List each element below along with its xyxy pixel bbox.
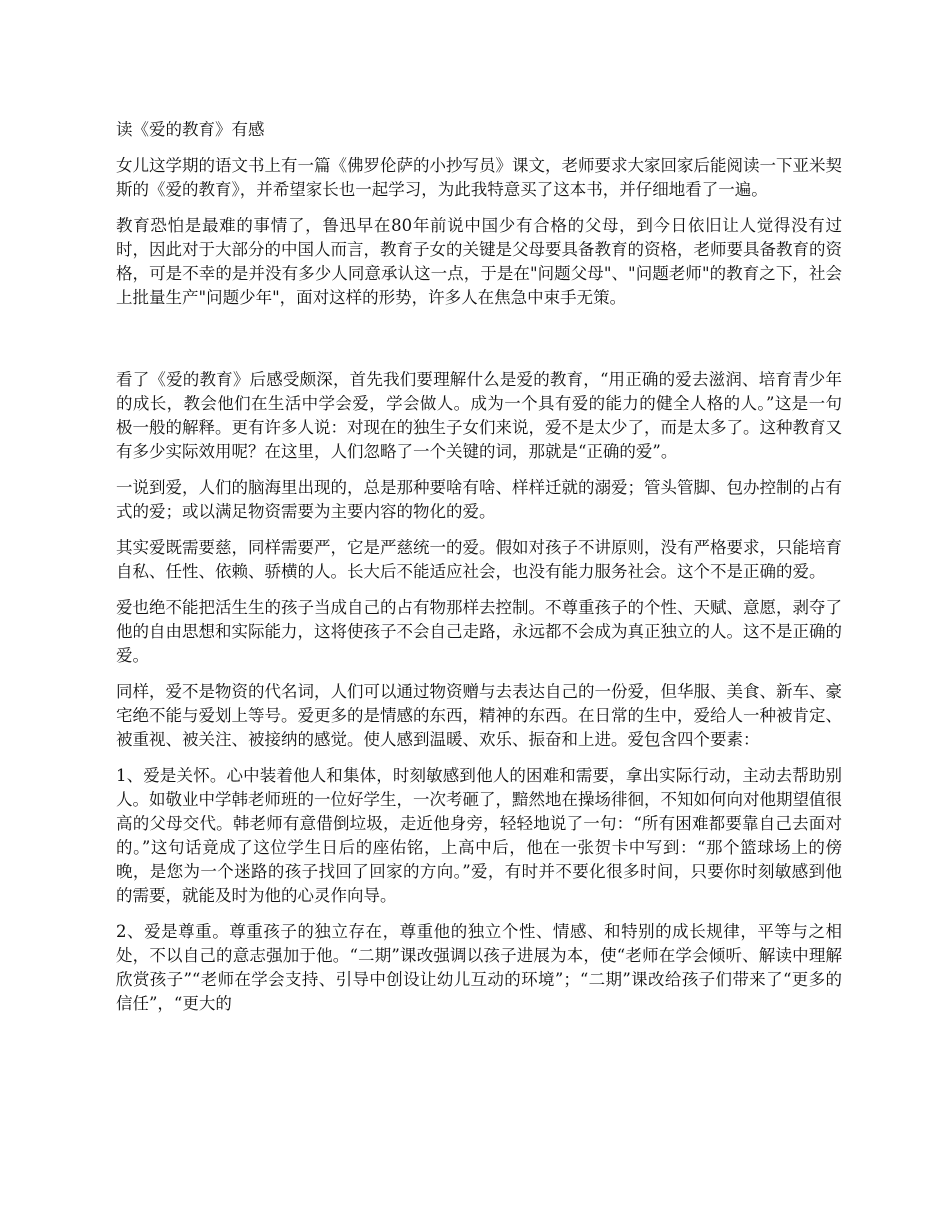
document-page	[116, 118, 842, 1028]
paragraph: 爱也绝不能把活生生的孩子当成自己的占有物那样去控制。不尊重孩子的个性、天赋、意愿，剥夺了他的自由思想和实际能力，这将使孩子不会自己走路，永远都不会成为真正独立的人。这不是正确的爱。	[116, 598, 842, 665]
paragraph: 教育恐怕是最难的事情了，鲁迅早在80年前说中国少有合格的父母，到今日依旧让人觉得没有过时，因此对于大部分的中国人而言，教育子女的关键是父母要具备教育的资格，老师要具备教育的资格，可是不幸的是并没有多少人同意承认这一点，于是在"问题父母"、"问题老师"的教育之下，社会上批量生产"问题少年"，面对这样的形势，许多人在焦急中束手无策。	[116, 216, 842, 307]
paragraph: 一说到爱，人们的脑海里出现的，总是那种要啥有啥、样样迁就的溺爱；管头管脚、包办控制的占有式的爱；或以满足物资需要为主要内容的物化的爱。	[116, 478, 842, 521]
paragraph: 2、爱是尊重。尊重孩子的独立存在，尊重他的独立个性、情感、和特别的成长规律，平等与之相处，不以自己的意志强加于他。“二期”课改强调以孩子进展为本，使“老师在学会倾听、解读中理解欣赏孩子”“老师在学会支持、引导中创设让幼儿互动的环境”；“二期”课改给孩子们带来了“更多的信任”，“更大的	[116, 922, 842, 1013]
paragraph: 同样，爱不是物资的代名词，人们可以通过物资赠与去表达自己的一份爱，但华服、美食、新车、豪宅绝不能与爱划上等号。爱更多的是情感的东西，精神的东西。在日常的生中，爱给人一种被肯定、被重视、被关注、被接纳的感觉。使人感到温暖、欢乐、振奋和上进。爱包含四个要素：	[116, 682, 842, 749]
document-title: 读《爱的教育》有感	[116, 120, 265, 139]
section-gap	[116, 322, 842, 368]
paragraph: 女儿这学期的语文书上有一篇《佛罗伦萨的小抄写员》课文，老师要求大家回家后能阅读一下亚米契斯的《爱的教育》，并希望家长也一起学习，为此我特意买了这本书，并仔细地看了一遍。	[116, 156, 842, 199]
paragraph: 1、爱是关怀。心中装着他人和集体，时刻敏感到他人的困难和需要，拿出实际行动，主动去帮助别人。如敬业中学韩老师班的一位好学生，一次考砸了，黯然地在操场徘徊，不知如何向对他期望值很高的父母交代。韩老师有意借倒垃圾，走近他身旁，轻轻地说了一句：“所有困难都要靠自己去面对的。”这句话竟成了这位学生日后的座佑铭，上高中后，他在一张贺卡中写到：“那个篮球场上的傍晚，是您为一个迷路的孩子找回了回家的方向。”爱，有时并不要化很多时间，只要你时刻敏感到他的需要，就能及时为他的心灵作向导。	[116, 766, 842, 905]
paragraph: 看了《爱的教育》后感受颇深，首先我们要理解什么是爱的教育，“用正确的爱去滋润、培育青少年的成长，教会他们在生活中学会爱，学会做人。成为一个具有爱的能力的健全人格的人。”这是一句极一般的解释。更有许多人说：对现在的独生子女们来说，爱不是太少了，而是太多了。这种教育又有多少实际效用呢？在这里，人们忽略了一个关键的词，那就是“正确的爱”。	[116, 370, 842, 461]
paragraph: 其实爱既需要慈，同样需要严，它是严慈统一的爱。假如对孩子不讲原则，没有严格要求，只能培育自私、任性、依赖、骄横的人。长大后不能适应社会，也没有能力服务社会。这个不是正确的爱。	[116, 538, 842, 581]
